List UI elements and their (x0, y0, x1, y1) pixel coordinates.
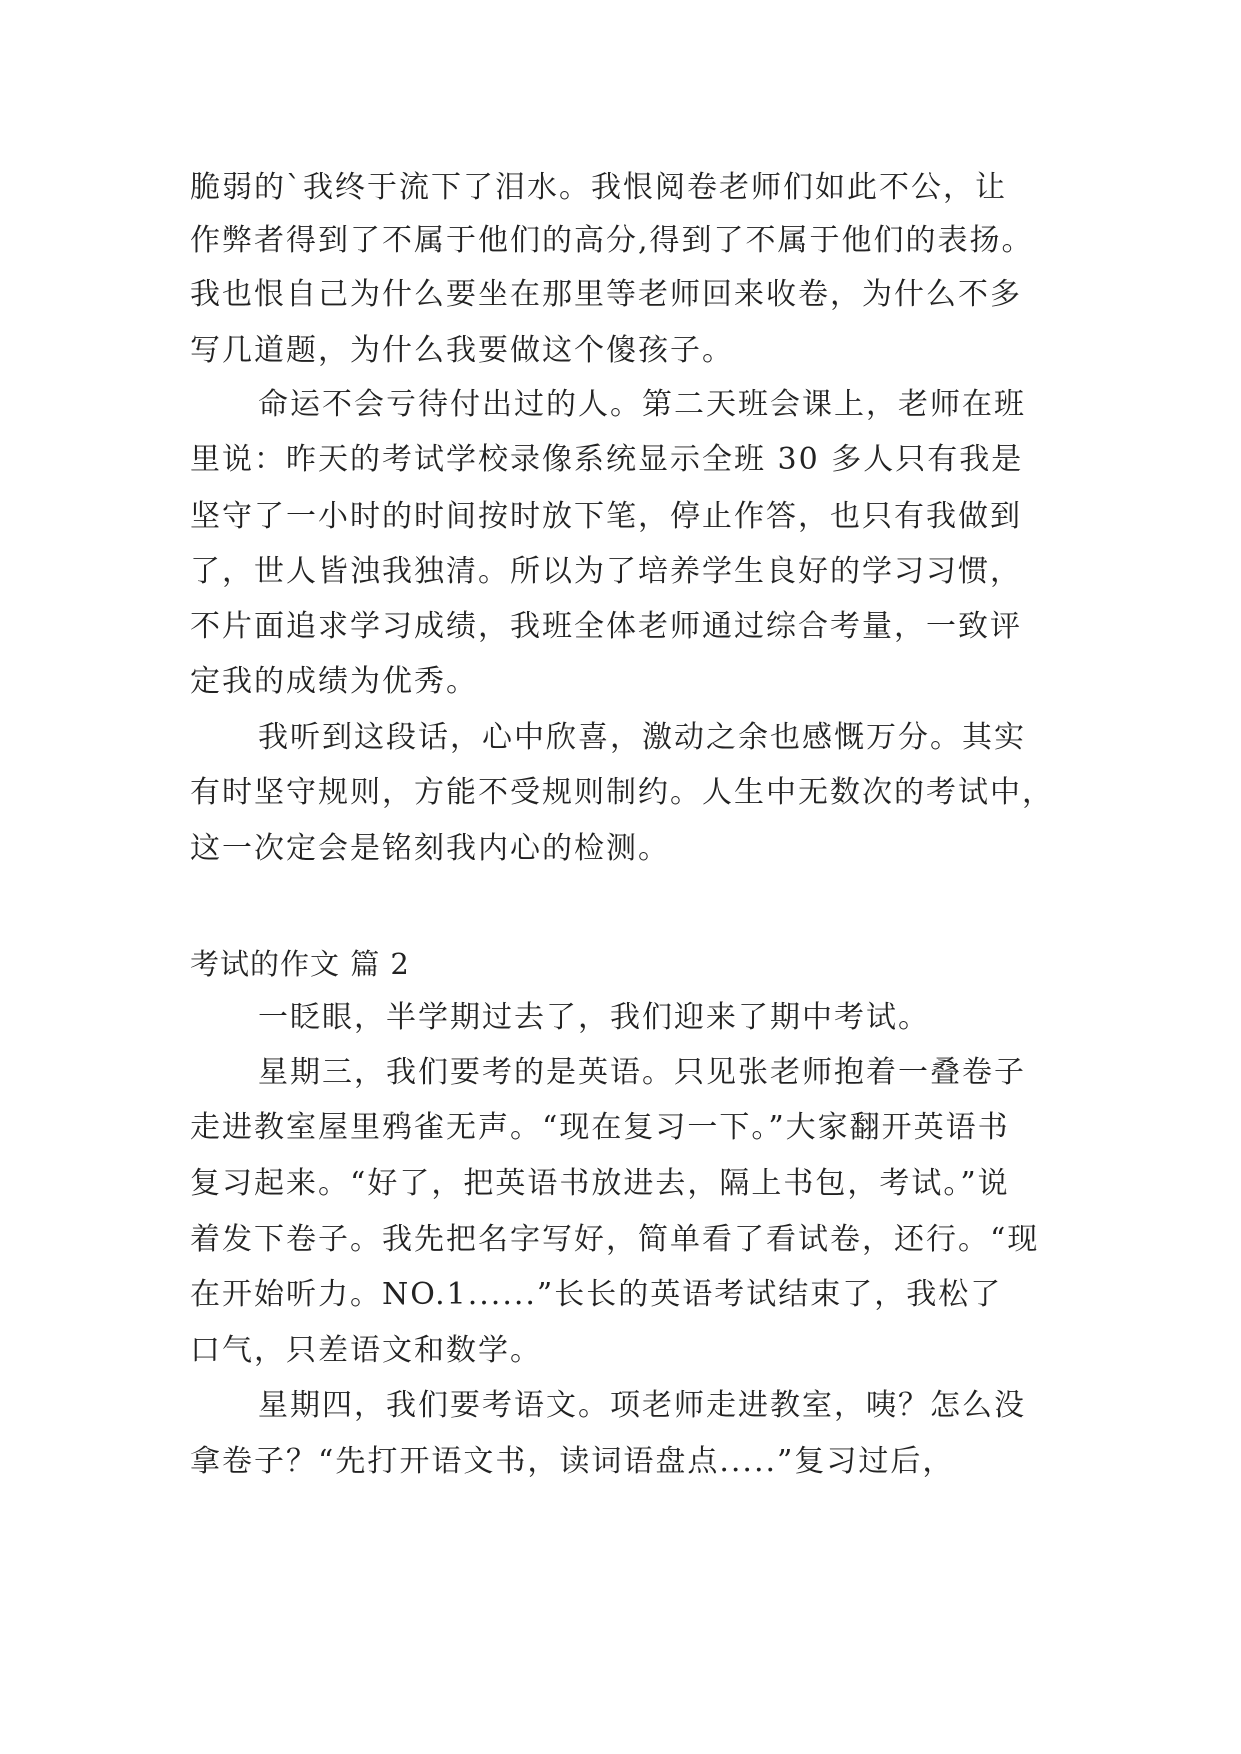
text-line: 拿卷子？“先打开语文书，读词语盘点.....”复习过后， (190, 1444, 955, 1479)
text-line: 里说：昨天的考试学校录像系统显示全班 30 多人只有我是 (190, 442, 1024, 477)
text-line: 走进教室屋里鸦雀无声。“现在复习一下。”大家翻开英语书 (190, 1110, 1010, 1145)
text-line: 着发下卷子。我先把名字写好，简单看了看试卷，还行。“现 (190, 1222, 1040, 1257)
text-line: 这一次定会是铭刻我内心的检测。 (190, 831, 670, 866)
text-line: 我也恨自己为什么要坐在那里等老师回来收卷，为什么不多 (190, 277, 1022, 312)
text-line: 脆弱的`我终于流下了泪水。我恨阅卷老师们如此不公，让 (190, 170, 1007, 205)
text-line: 命运不会亏待付出过的人。第二天班会课上，老师在班 (258, 387, 1026, 422)
text-line: 星期三，我们要考的是英语。只见张老师抱着一叠卷子 (258, 1055, 1026, 1090)
text-line: 口气，只差语文和数学。 (190, 1333, 542, 1368)
text-line: 了，世人皆浊我独清。所以为了培养学生良好的学习习惯， (190, 554, 1022, 589)
text-line: 定我的成绩为优秀。 (190, 664, 478, 699)
text-line: 坚守了一小时的时间按时放下笔，停止作答，也只有我做到 (190, 499, 1022, 534)
text-line: 有时坚守规则，方能不受规则制约。人生中无数次的考试中， (190, 775, 1054, 810)
text-line: 在开始听力。NO.1......”长长的英语考试结束了，我松了 (190, 1277, 1003, 1312)
text-line: 星期四，我们要考语文。项老师走进教室，咦？怎么没 (258, 1388, 1026, 1423)
text-line: 作弊者得到了不属于他们的高分,得到了不属于他们的表扬。 (190, 223, 1034, 258)
section-heading: 考试的作文 篇 2 (190, 947, 410, 981)
text-line: 写几道题，为什么我要做这个傻孩子。 (190, 333, 734, 368)
text-line: 复习起来。“好了，把英语书放进去，隔上书包，考试。”说 (190, 1166, 1010, 1201)
text-line: 不片面追求学习成绩，我班全体老师通过综合考量，一致评 (190, 609, 1022, 644)
text-line: 一眨眼，半学期过去了，我们迎来了期中考试。 (258, 1000, 930, 1035)
text-line: 我听到这段话，心中欣喜，激动之余也感慨万分。其实 (258, 720, 1026, 755)
